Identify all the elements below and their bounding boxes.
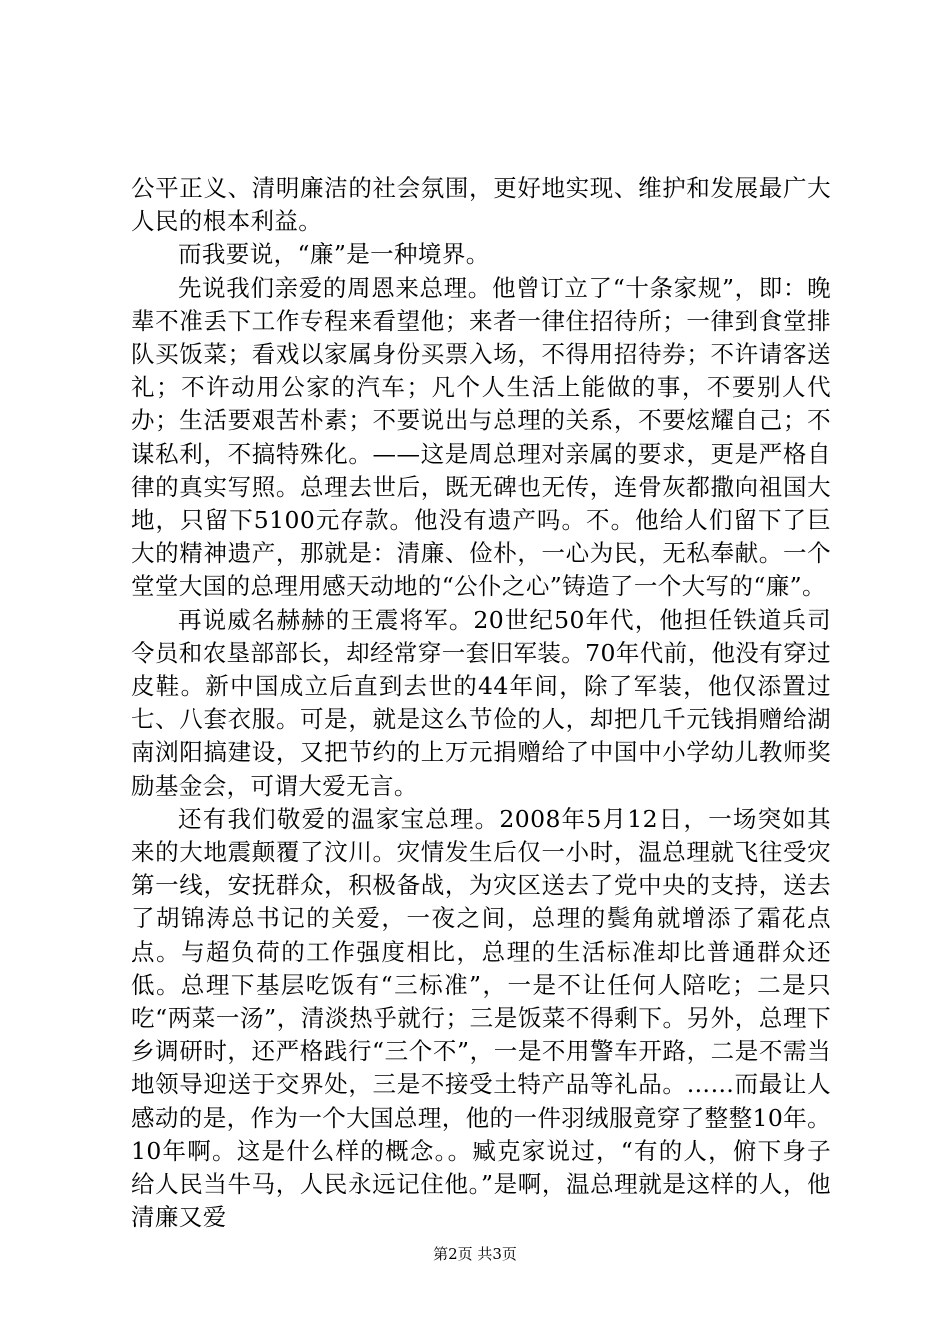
- paragraph-wang-zhen: 再说威名赫赫的王震将军。20世纪50年代，他担任铁道兵司令员和农垦部部长，却经常穿一套旧军装。70年代前，他没有穿过皮鞋。新中国成立后直到去世的44年间，除了军装，他仅添置过七、八套衣服。可是，就是这么节俭的人，却把几千元钱捐赠给湖南浏阳搞建设，又把节约的上万元捐赠给了中国中小学幼儿教师奖励基金会，可谓大爱无言。: [131, 605, 831, 800]
- paragraph-zhou-enlai: 先说我们亲爱的周恩来总理。他曾订立了“十条家规”，即：晚辈不准丢下工作专程来看望他；来者一律住招待所；一律到食堂排队买饭菜；看戏以家属身份买票入场，不得用招待券；不许请客送礼；不许动用公家的汽车；凡个人生活上能做的事，不要别人代办；生活要艰苦朴素；不要说出与总理的关系，不要炫耀自己；不谋私利，不搞特殊化。——这是周总理对亲属的要求，更是严格自律的真实写照。总理去世后，既无碑也无传，连骨灰都撒向祖国大地，只留下5100元存款。他没有遗产吗。不。他给人们留下了巨大的精神遗产，那就是：清廉、俭朴，一心为民，无私奉献。一个堂堂大国的总理用感天动地的“公仆之心”铸造了一个大写的“廉”。: [131, 273, 831, 601]
- paragraph-thesis: 而我要说，“廉”是一种境界。: [178, 240, 490, 269]
- paragraph-wen-jiabao: 还有我们敬爱的温家宝总理。2008年5月12日，一场突如其来的大地震颠覆了汶川。灾情发生后仅一小时，温总理就飞往受灾第一线，安抚群众，积极备战，为灾区送去了党中央的支持，送去了胡锦涛总书记的关爱，一夜之间，总理的鬓角就增添了霜花点点。与超负荷的工作强度相比，总理的生活标准却比普通群众还低。总理下基层吃饭有“三标准”，一是不让任何人陪吃；二是只吃“两菜一汤”，清淡热乎就行；三是饭菜不得剩下。另外，总理下乡调研时，还严格践行“三个不”，一是不用警车开路，二是不需当地领导迎送于交界处，三是不接受土特产品等礼品。……而最让人感动的是，作为一个大国总理，他的一件羽绒服竟穿了整整10年。10年啊。这是什么样的概念。。臧克家说过，“有的人，俯下身子给人民当牛马，人民永远记住他。”是啊，温总理就是这样的人，他清廉又爱: [131, 804, 831, 1232]
- document-body: [131, 172, 831, 1235]
- page-footer: 第2页 共3页: [433, 1245, 517, 1263]
- paragraph-continuation: 公平正义、清明廉洁的社会氛围，更好地实现、维护和发展最广大人民的根本利益。: [131, 174, 831, 236]
